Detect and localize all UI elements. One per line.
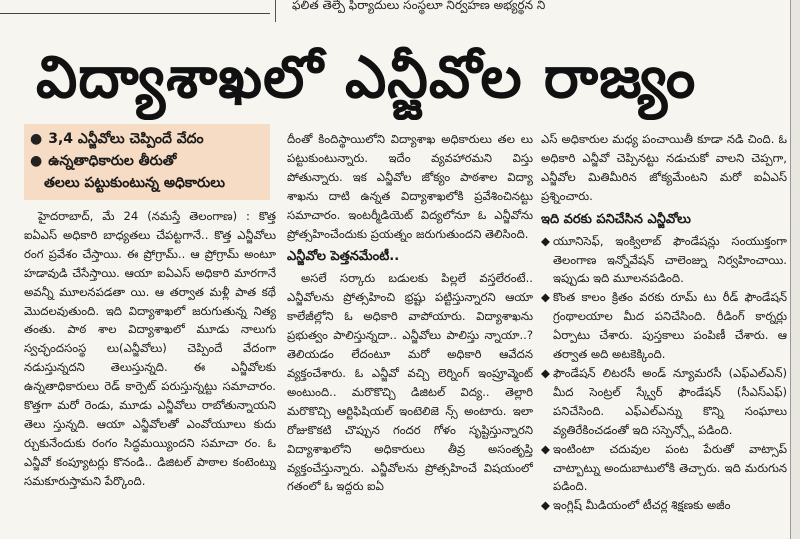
deck-line-2: ● ఉన్నతాధికారుల తీరుతో [30, 153, 177, 169]
column-2-text: దీంతో కిందిస్థాయిలోని విద్యాశాఖ అధికారులు తల లు పట్టుకుంటున్నారు. ఇదేం వ్యవహారమని విస్తు పోతున్నారు. ఇక ఎన్జీవోల జోక్యం పాఠశాల విద్యా శాఖను దాటి ఉన్నత విద్యాశాఖలోకి ప్రవేశించినట్టు సమాచారం. ఇంటర్మీడియెట్ విద్యలోనూ ఓ ఎన్జీవోను ప్రోత్సహించేందుకు ప్రయత్నం జరుగుతుందని తెలిసింది. [287, 132, 533, 241]
subheading: ఇది వరకు పనిచేసిన ఎన్జీవోలు [541, 211, 691, 227]
previous-article-rule [0, 2, 270, 14]
dateline: హైదరాబాద్, మే 24 (నమస్తే తెలంగాణ) : [38, 209, 250, 223]
previous-article-fragment: ఫలిత తెల్పే ఫిర్యాదులు సంస్థలూ నిర్వహణ అభ్యర్థన ని [292, 0, 546, 12]
deck-line-3: తలలు పట్టుకుంటున్న అధికారులు [44, 175, 225, 191]
column-1-text: హైదరాబాద్, మే 24 (నమస్తే తెలంగాణ) : కొత్త ఐఏఎస్ అధికారి బాధ్యతలు చేపట్టగానే.. కొత్త ఎన్జీవోలు రంగ ప్రవేశం చేస్తాయి. ఈ ప్రోగ్రామ్.. ఆ ప్రోగ్రామ్ అంటూ హడావుడి చేసేస్తాయి. ఆయా ఐఏఎస్ అధికారి మారగానే అవన్నీ మూలనపడతా యి. ఆ తర్వాత మళ్లీ పాత కథే మొదలవుతుంది. ఇది విద్యాశాఖలో జరుగుతున్న నిత్య తంతు. పాఠ శాల విద్యాశాఖలో మూడు నాలుగు స్వచ్ఛందసంస్థ లు(ఎన్జీవోలు) చెప్పిందే వేదంగా నడుస్తున్నదని తెలుస్తున్నది. ఈ ఎన్జీవోలకు ఉన్నతాధికారులు రెడ్ కార్పెట్ పరుస్తున్నట్టు సమాచారం. కొత్తగా మరో రెండు, మూడు ఎన్జీవోలు రాబోతున్నాయని తెలు స్తున్నది. ఆయా ఎన్జీవోలతో ఎంవోయూలు కుదు ర్చుకునేందుకు రంగం సిద్ధమయ్యిందని సమాచా రం. ఓ ఎన్జీవో కంప్యూటర్లు కొనండి.. డిజిటల్ పాఠాల కంటెంట్ను సమకూరుస్తామని పేర్కొంది. [24, 209, 276, 488]
list-item: ◆ ఫౌండేషన్ లిటరసీ అండ్ న్యూమరసీ (ఎఫ్ఎల్ఎన్) మీద సెంట్రల్ స్క్వేర్ ఫౌండేషన్ (సీఎస్ఎఫ్) పనిచేసింది. ఎఫ్ఎల్ఎన్ను కొన్ని సంఘాలు వ్యతిరేకించడంతో ఇది సస్పెన్స్లో పడింది. [541, 365, 787, 437]
column-3-text: ఎస్ అధికారుల మధ్య పంచాయితీ కూడా నడి చింది. ఓ అధికారి ఎన్జీవో చెప్పినట్టు నడుచుకో వాలని చెప్పగా, ఎన్జీవోల మితిమీరిన జోక్యమేంటని మరో ఐఏఎస్ ప్రశ్నించారు. [541, 132, 787, 203]
diamond-bullet-icon: ◆ [541, 498, 550, 513]
diamond-bullet-icon: ◆ [541, 233, 550, 248]
list-item: ◆ ఇంటింటా చదువుల పంట పేరుతో వాట్సాప్ చాట్బాట్ను అందుబాటులోకి తెచ్చారు. ఇది మరుగున పడింది. [541, 441, 787, 494]
article-column-2 [287, 130, 533, 536]
column-2-text-continued: అసలే సర్కారు బడులకు పిల్లలే వస్తలేరంటే.. ఎన్జీవోలను ప్రోత్సహించి భ్రష్టు పట్టిస్తున్నారని ఆయా కాలేజీల్లోని ఓ అధికారి వాపోయారు. విద్యాశాఖను ప్రభుత్వం పాలిస్తున్నదా.. ఎన్జీవోలు పాలిస్తు న్నాయా..? తెలియడం లేదంటూ మరో అధికారి ఆవేదన వ్యక్తంచేశారు. ఓ ఎన్జీవో వచ్చి లెర్నింగ్ ఇంప్రూవ్మెంట్ అంటుంది.. మరొకొచ్చి డిజిటల్ విద్య.. తెల్లారి మరొకొచ్చి ఆర్టిఫిషియల్ ఇంటెలిజె న్స్ అంటారు. ఇలా రోజుకొకటి చొప్పున గందర గోళం సృష్టిస్తున్నారని విద్యాశాఖలోని అధికారులు తీవ్ర అసంతృప్తి వ్యక్తంచేస్తున్నారు. ఎన్జీవోలను ప్రోత్సహించే విషయంలో గతంలో ఓ ఇద్దరు ఐఏ [287, 271, 533, 494]
diamond-bullet-icon: ◆ [541, 365, 550, 380]
top-strip [0, 0, 800, 22]
article-column-1 [24, 207, 276, 537]
subheading: ఎన్జీవోల పెత్తనమేంటీ.. [287, 249, 400, 265]
list-item: ◆ ఇంగ్లిష్ మీడియంలో టీచర్ల శిక్షణకు అజీం [541, 496, 787, 515]
list-item: ◆ కొంత కాలం క్రితం వరకు రూమ్ టు రీడ్ ఫౌండేషన్ గ్రంథాలయాల మీద పనిచేసింది. రీడింగ్ కార్నర్లు ఏర్పాటు చేశారు. పుస్తకాలు పంపిణీ చేశారు. ఆ తర్వాత అది అటకెక్కింది. [541, 290, 787, 362]
diamond-bullet-icon: ◆ [541, 290, 550, 305]
column-divider [275, 0, 276, 22]
ngo-list [541, 232, 787, 516]
bullet-icon: ● [30, 153, 43, 169]
bullet-icon: ● [30, 131, 43, 147]
article-column-3 [541, 130, 787, 536]
diamond-bullet-icon: ◆ [541, 441, 550, 456]
list-item: ◆ యూనిసెఫ్, ఇంక్విలాబ్ ఫౌండేషన్లు సంయుక్తంగా తెలంగాణ ఇన్నోవేషన్ చాలెంజ్ను నిర్వహించాయి. ఇప్పుడు ఇది మూలనపడింది. [541, 233, 787, 286]
headline: విద్యాశాఖలో ఎన్జీవోల రాజ్యం [36, 43, 697, 111]
deck-line-1: ● 3,4 ఎన్జీవోలు చెప్పిందే వేదం [30, 131, 204, 147]
page-gutter [790, 0, 800, 539]
deck-box [24, 124, 270, 200]
